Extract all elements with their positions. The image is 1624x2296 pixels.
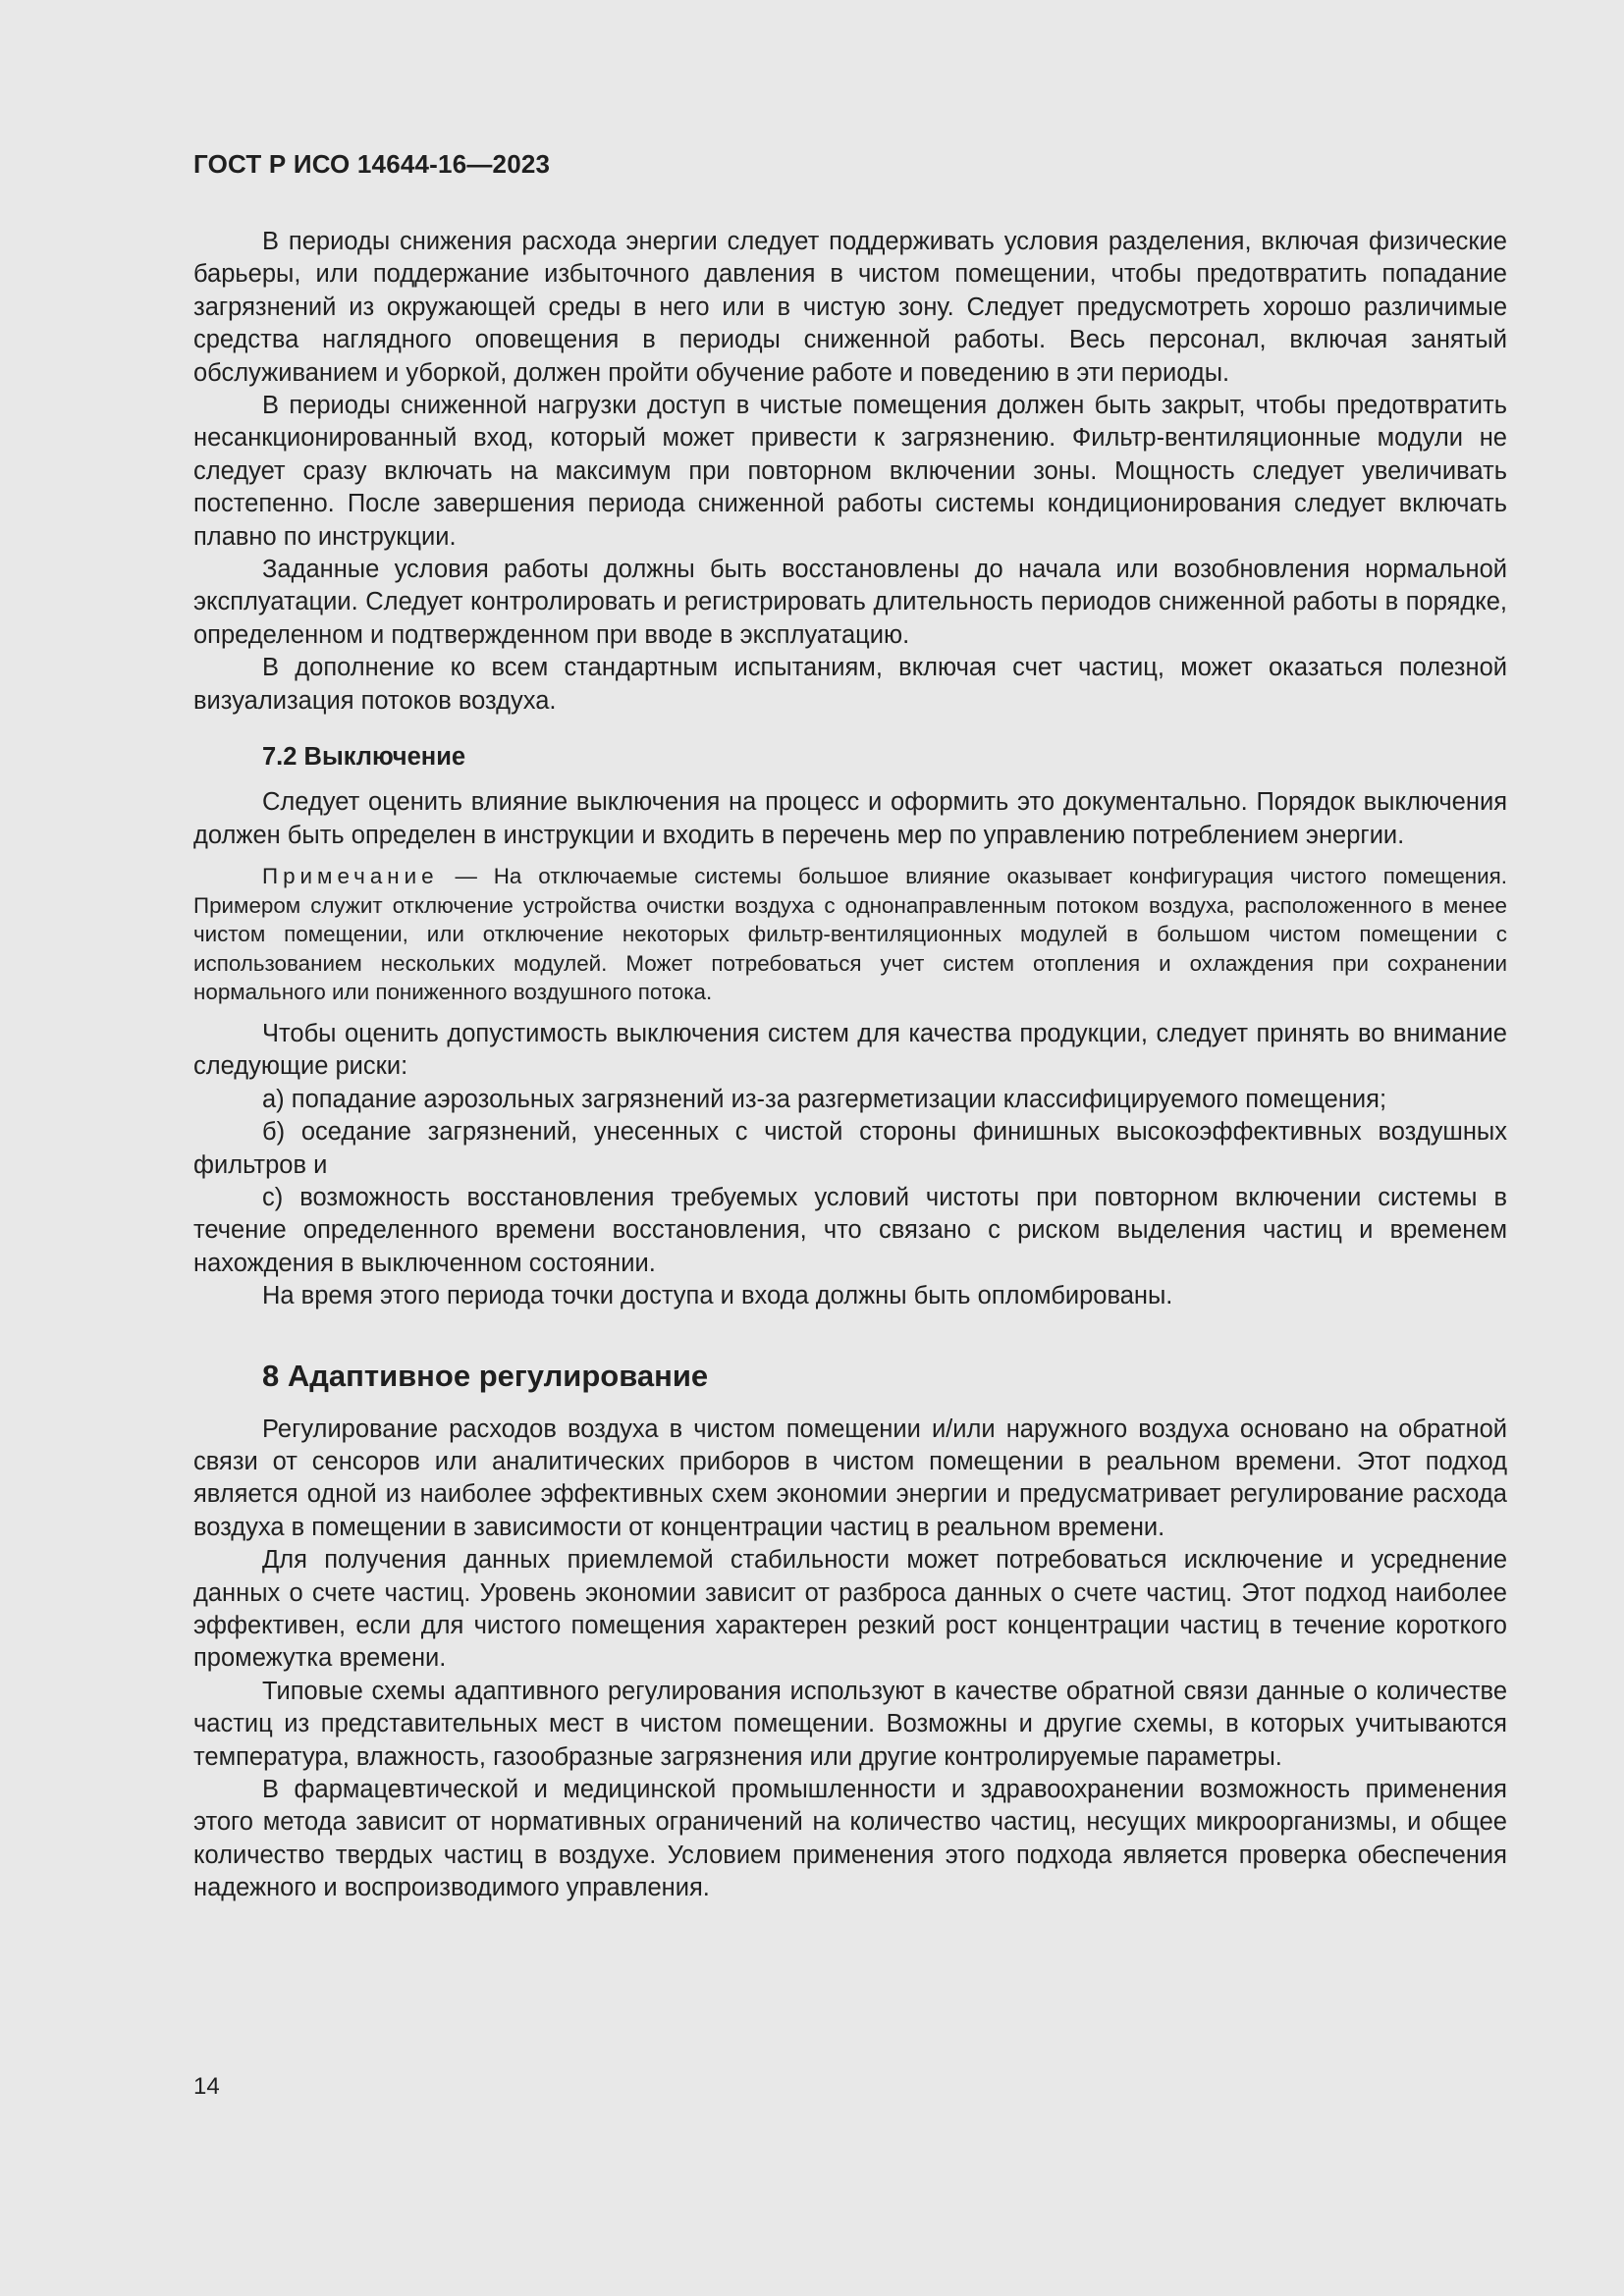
- document-body: [193, 226, 1507, 1905]
- paragraph: Следует оценить влияние выключения на процесс и оформить это документально. Порядок выключения должен быть определен в инструкции и входить в перечень мер по управлению потреблением энергии.: [193, 788, 1507, 849]
- paragraph: В периоды снижения расхода энергии следует поддерживать условия разделения, включая физические барьеры, или поддержание избыточного давления в чистом помещении, чтобы предотвратить попадание загрязнений из окружающей среды в него или в чистую зону. Следует предусмотреть хорошо различимые средства наглядного оповещения в периоды сниженной работы. Весь персонал, включая занятый обслуживанием и уборкой, должен пройти обучение работе и поведению в эти периоды.: [193, 228, 1507, 387]
- paragraph: В дополнение ко всем стандартным испытаниям, включая счет частиц, может оказаться полезной визуализация потоков воздуха.: [193, 654, 1507, 715]
- paragraph: В периоды сниженной нагрузки доступ в чистые помещения должен быть закрыт, чтобы предотвратить несанкционированный вход, который может привести к загрязнению. Фильтр-вентиляционные модули не следует сразу включать на максимум при повторном включении зоны. Мощность следует увеличивать постепенно. После завершения периода сниженной работы системы кондиционирования следует включать плавно по инструкции.: [193, 392, 1507, 551]
- list-item-b: б) оседание загрязнений, унесенных с чистой стороны финишных высокоэффективных воздушных фильтров и: [193, 1118, 1507, 1179]
- paragraph: Заданные условия работы должны быть восстановлены до начала или возобновления нормальной эксплуатации. Следует контролировать и регистрировать длительность периодов сниженной работы в порядке, определенном и подтвержденном при вводе в эксплуатацию.: [193, 556, 1507, 649]
- paragraph: Для получения данных приемлемой стабильности может потребоваться исключение и усреднение данных о счете частиц. Уровень экономии зависит от разброса данных о счете частиц. Этот подход наиболее эффективен, если для чистого помещения характерен резкий рост концентрации частиц в течение короткого промежутка времени.: [193, 1546, 1507, 1673]
- document-code: ГОСТ Р ИСО 14644-16—2023: [193, 149, 551, 179]
- section-7-2-heading: 7.2 Выключение: [262, 743, 466, 772]
- paragraph: В фармацевтической и медицинской промышленности и здравоохранении возможность применения этого метода зависит от нормативных ограничений на количество частиц, несущих микроорганизмы, и общее количество твердых частиц в воздухе. Условием применения этого подхода является проверка обеспечения надежного и воспроизводимого управления.: [193, 1776, 1507, 1902]
- paragraph: На время этого периода точки доступа и входа должны быть опломбированы.: [262, 1282, 1173, 1310]
- note-label: Примечание: [262, 863, 439, 888]
- note: [193, 862, 1507, 1007]
- page-number: 14: [193, 2073, 220, 2100]
- list-item-a: а) попадание аэрозольных загрязнений из-за разгерметизации классифицируемого помещения;: [262, 1085, 1387, 1113]
- list-item-c: с) возможность восстановления требуемых условий чистоты при повторном включении системы в течение определенного времени восстановления, что связано с риском выделения частиц и временем нахождения в выключенном состоянии.: [193, 1183, 1507, 1277]
- paragraph: Чтобы оценить допустимость выключения систем для качества продукции, следует принять во внимание следующие риски:: [193, 1019, 1507, 1081]
- note-text: — На отключаемые системы большое влияние оказывает конфигурация чистого помещения. Примером служит отключение устройства очистки воздуха с однонаправленным потоком воздуха, расположенного в менее чистом помещении, или отключение некоторых фильтр-вентиляционных модулей в большом чистом помещении с использованием нескольких модулей. Может потребоваться учет систем отопления и охлаждения при сохранении нормального или пониженного воздушного потока.: [193, 863, 1507, 1005]
- section-8-heading: 8 Адаптивное регулирование: [262, 1358, 709, 1393]
- paragraph: Типовые схемы адаптивного регулирования используют в качестве обратной связи данные о количестве частиц из представительных мест в чистом помещении. Возможны и другие схемы, в которых учитываются температура, влажность, газообразные загрязнения или другие контролируемые параметры.: [193, 1677, 1507, 1771]
- paragraph: Регулирование расходов воздуха в чистом помещении и/или наружного воздуха основано на обратной связи от сенсоров или аналитических приборов в чистом помещении в реальном времени. Этот подход является одной из наиболее эффективных схем экономии энергии и предусматривает регулирование расхода воздуха в помещении в зависимости от концентрации частиц в реальном времени.: [193, 1415, 1507, 1541]
